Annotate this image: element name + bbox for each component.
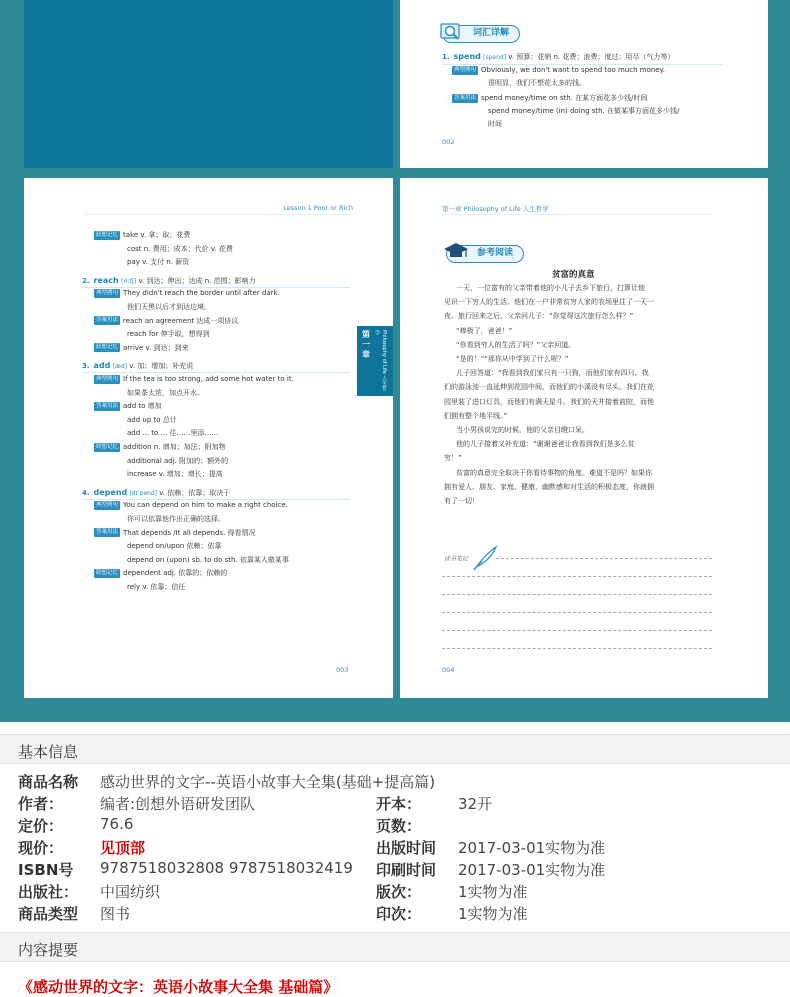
page-number: 002 (442, 138, 455, 146)
info-value: 76.6 (100, 815, 134, 833)
vocab-line: 如果茶太浓，加点开水。 (127, 388, 204, 397)
book-page-002 (400, 0, 768, 168)
info-label: 页数： (376, 817, 422, 835)
blue-panel (24, 0, 393, 168)
product-info (0, 722, 790, 996)
info-label: 定价： (18, 817, 64, 835)
info-value: 中国纺织 (100, 883, 161, 901)
book-page-004 (400, 178, 768, 698)
reading-tag: 参考阅读 (446, 240, 524, 263)
example-translation: 很明显，我们不想花太多的钱。 (488, 79, 586, 87)
info-label: 作者： (18, 795, 64, 813)
vocab-line: cost n. 费用；成本；代价 v. 花费 (127, 244, 233, 253)
graduation-cap-icon (443, 240, 469, 264)
notes-label-row (444, 544, 500, 574)
story-line: 见识一下穷人的生活。他们在一户非常贫穷人家的农场里住了一天一 (444, 298, 654, 307)
info-label: ISBN号 (18, 861, 74, 879)
info-value: 图书 (100, 905, 131, 923)
chapter-header: 第一章 Philosophy of Life 人生哲学 (442, 205, 549, 213)
vocab-entry: 4. depend [dɪˈpend] v. 依赖；依靠；取决于 (82, 487, 231, 497)
story-line: 有了一切！ (444, 497, 479, 505)
side-tab-en: Philosophy of Life 人生哲学 (374, 330, 387, 391)
vocab-line: 联想记忆 dependent adj. 依靠的；依赖的 (96, 569, 228, 578)
info-label: 版次： (376, 883, 422, 901)
story-line: 贫富的真意完全取决于你看待事物的角度。难道不是吗？如果你 (456, 468, 652, 477)
vocab-line: pay v. 支付 n. 薪资 (127, 258, 190, 267)
entry-spend: 1. spend [spend] v. 预算；花销 n. 花费；浪费；度过；用尽（气力等） (442, 52, 675, 61)
summary-header (0, 932, 790, 962)
info-label: 印刷时间 (376, 861, 437, 879)
vocab-line: 答案用法 add to 增加 (96, 402, 162, 411)
section-tag: 词汇详解 (442, 20, 520, 43)
vocab-line: 答案用法 reach an agreement 达成一项协议 (96, 316, 239, 325)
vocab-line: rely v. 依靠；信任 (127, 583, 186, 591)
vocab-line: additional adj. 附加的；额外的 (127, 456, 229, 465)
summary-book-title: 《感动世界的文字：英语小故事大全集 基础篇》 (18, 978, 339, 996)
vocab-line: 你可以依靠他作出正确的选择。 (127, 515, 225, 523)
info-value: 32开 (458, 795, 493, 813)
info-value: 见顶部 (100, 839, 146, 857)
vocab-line: 答案用法 That depends /It all depends. 得看情况 (96, 528, 256, 537)
vocab-entry: 2. reach [riːtʃ] v. 到达；伸出；达成 n. 范围；影响力 (82, 275, 256, 285)
info-label: 商品类型 (18, 905, 79, 923)
vocab-line: increase v. 增加；增长；提高 (127, 470, 223, 479)
magnifier-icon (439, 20, 465, 44)
vocab-line: depend on/upon 依赖；依靠 (127, 542, 222, 551)
notes-label: 读书笔记 (444, 555, 469, 563)
info-value: 2017-03-01实物为准 (458, 861, 606, 879)
summary-title: 内容提要 (18, 941, 79, 959)
vocab-line: 联想记忆 arrive v. 到达；到来 (96, 343, 189, 352)
info-label: 现价： (18, 839, 64, 857)
vocab-line: 典型例句 You can depend on him to make a right choice. (96, 501, 288, 510)
vocab-line: 联想记忆 addition n. 增加；加法；附加物 (96, 443, 226, 451)
page-number: 004 (442, 666, 455, 674)
side-tab-cn: 第一章 (362, 330, 370, 359)
vocab-line: add up to 总计 (127, 415, 177, 424)
page-number: 003 (336, 666, 349, 674)
story-line: 儿子回答道：“我看到我们家只有一只狗，而他们家有四只。我 (456, 369, 649, 378)
vocab-line: 典型例句 They didn't reach the border until after dark. (96, 289, 280, 298)
vocab-line: 联想记忆 take v. 拿；取；花费 (96, 231, 191, 239)
info-value: 编者:创想外语研发团队 (100, 795, 256, 813)
vocab-entry: 3. add [æd] v. 加；增加；补充说 (82, 361, 194, 371)
vocab-line: depend on (upon) sb. to do sth. 依靠某人做某事 (127, 555, 289, 564)
feather-pen-icon (470, 544, 500, 574)
info-label: 开本： (376, 795, 422, 813)
info-label: 出版社： (18, 883, 79, 901)
story-line: 一天，一位富有的父亲带着他的小儿子去乡下旅行，打算让他 (456, 284, 645, 292)
story-line: 们拥有整个地平线。” (444, 411, 508, 420)
story-line: “棒极了，爸爸！” (456, 326, 513, 335)
book-page-blue (24, 0, 393, 168)
vocab-line: add ... to ... 往……里添…… (127, 429, 219, 438)
story-line: 拥有爱人、朋友、家庭、健康、幽默感和对生活的积极态度，你就拥 (444, 482, 654, 491)
book-page-003 (24, 178, 393, 698)
vocab-line: 他们天黑以后才到达边境。 (127, 303, 211, 311)
story-line: 们的游泳池一直延伸到花园中间，而他们的小溪没有尽头。我们在花 (444, 383, 654, 392)
info-label: 出版时间 (376, 839, 437, 857)
usage-line-2: spend money/time (in) doing sth. 在做某事方面花多少钱/ (488, 107, 680, 115)
story-line: 当小男孩说完的时候，他的父亲目瞪口呆。 (456, 426, 589, 434)
info-value: 1实物为准 (458, 905, 528, 923)
usage-line-2b: 时间 (488, 120, 502, 128)
story-line: “你看到穷人的生活了吗？”父亲问道。 (456, 340, 576, 349)
info-value: 9787518032808 9787518032419 (100, 859, 353, 877)
info-value: 感动世界的文字--英语小故事大全集(基础+提高篇) (100, 773, 436, 791)
example-line: 典型例句 Obviously, we don't want to spend too much money. (454, 66, 665, 74)
story-line: 园里装了进口灯具，而他们有满天星斗。我们的天井接着前院，而他 (444, 397, 654, 406)
vocab-line: 典型例句 If the tea is too strong, add some hot water to it. (96, 375, 294, 383)
info-label: 商品名称 (18, 773, 79, 791)
story-line: 穷！” (444, 454, 462, 463)
chapter-side-tab (357, 326, 393, 396)
info-label: 印次： (376, 905, 422, 923)
info-value: 2017-03-01实物为准 (458, 839, 606, 857)
usage-line: 答案用法 spend money/time on sth. 在某方面花多少钱/时间 (454, 94, 648, 102)
story-line: 他的儿子接着又补充道：“谢谢爸爸让我看到我们是多么贫 (456, 440, 635, 449)
info-value: 1实物为准 (458, 883, 528, 901)
lesson-header: Lesson 1 Poor or Rich (283, 204, 353, 212)
story-line: 夜。旅行回来之后，父亲问儿子：“你觉得这次旅行怎么样？” (444, 312, 634, 321)
vocab-line: reach for 伸手取，想得到 (127, 330, 210, 339)
story-title: 贫富的真意 (552, 270, 595, 280)
basic-info-header (0, 734, 790, 764)
basic-info-title: 基本信息 (18, 743, 79, 761)
story-line: “是的！”“那你从中学到了什么呢？” (456, 355, 569, 363)
